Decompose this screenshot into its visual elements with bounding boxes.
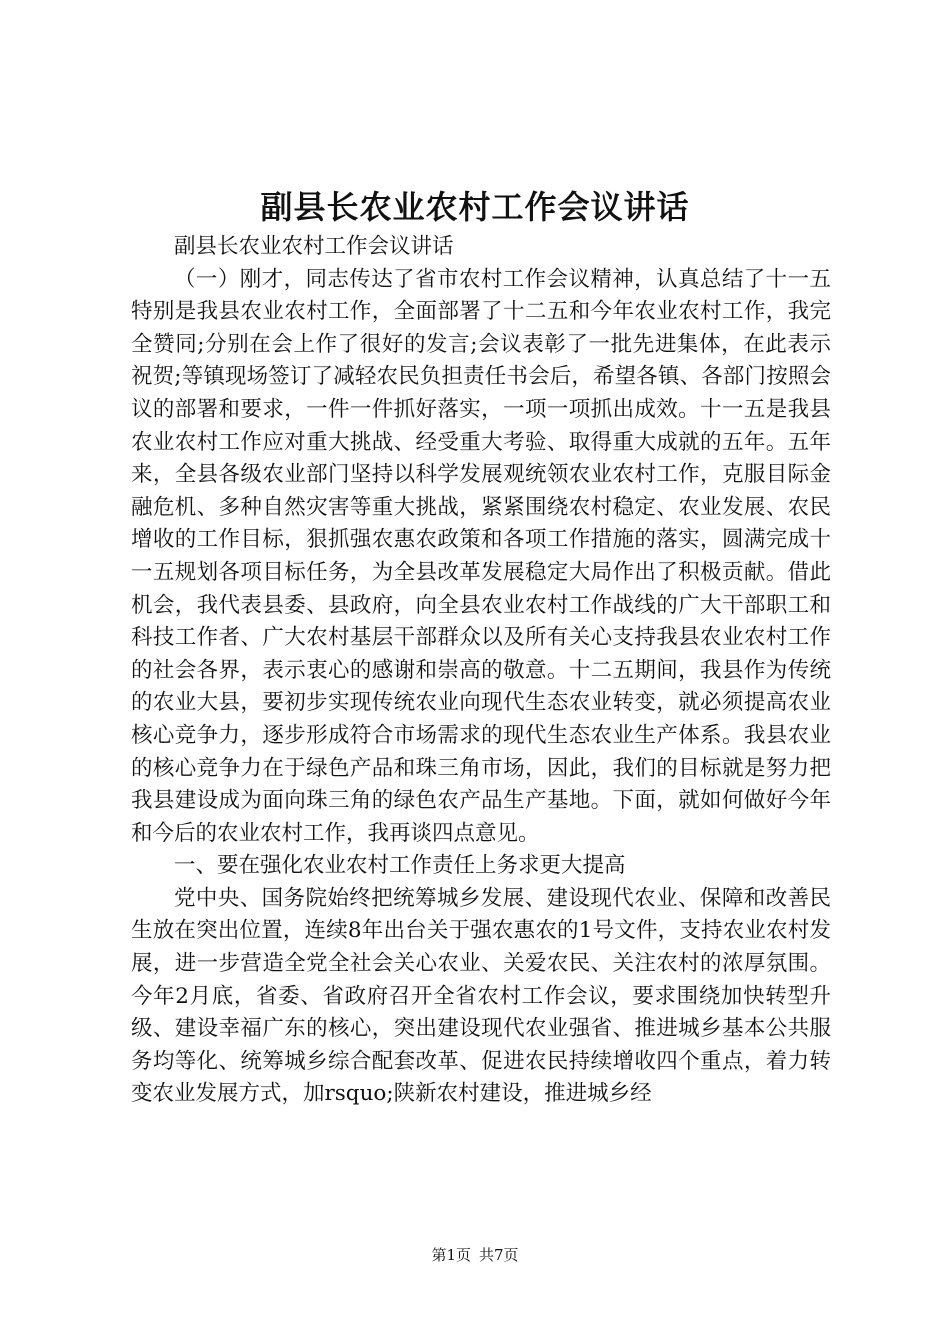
paragraph-subtitle: 副县长农业农村工作会议讲话 (174, 234, 454, 259)
page-number: 第1页 (431, 1246, 471, 1264)
paragraph: （一）刚才，同志传达了省市农村工作会议精神，认真总结了十一五特别是我县农业农村工作，全面部署了十二五和今年农业农村工作，我完全赞同;分别在会上作了很好的发言;会议表彰了一批先进集体，在此表示祝贺;等镇现场签订了减轻农民负担责任书会后，希望各镇、各部门按照会议的部署和要求，一件一件抓好落实，一项一项抓出成效。十一五是我县农业农村工作应对重大挑战、经受重大考验、取得重大成就的五年。五年来，全县各级农业部门坚持以科学发展观统领农业农村工作，克服目际金融危机、多种自然灾害等重大挑战，紧紧围绕农村稳定、农业发展、农民增收的工作目标，狠抓强农惠农政策和各项工作措施的落实，圆满完成十一五规划各项目标任务，为全县改革发展稳定大局作出了积极贡献。借此机会，我代表县委、县政府，向全县农业农村工作战线的广大干部职工和科技工作者、广大农村基层干部群众以及所有关心支持我县农业农村工作的社会各界，表示衷心的感谢和崇高的敬意。十二五期间，我县作为传统的农业大县，要初步实现传统农业向现代生态农业转变，就必须提高农业核心竞争力，逐步形成符合市场需求的现代生态农业生产体系。我县农业的核心竞争力在于绿色产品和珠三角市场，因此，我们的目标就是努力把我县建设成为面向珠三角的绿色农产品生产基地。下面，就如何做好今年和今后的农业农村工作，我再谈四点意见。 (131, 266, 831, 846)
page-total: 共7页 (479, 1246, 519, 1264)
document-title: 副县长农业农村工作会议讲话 (260, 188, 690, 226)
paragraph: 党中央、国务院始终把统筹城乡发展、建设现代农业、保障和改善民生放在突出位置，连续8年出台关于强农惠农的1号文件，支持农业农村发展，进一步营造全党全社会关心农业、关爱农民、关注农村的浓厚氛围。今年2月底，省委、省政府召开全省农村工作会议，要求围绕加快转型升级、建设幸福广东的核心，突出建设现代农业强省、推进城乡基本公共服务均等化、统筹城乡综合配套改革、促进农民持续增收四个重点，着力转变农业发展方式，加rsquo;陕新农村建设，推进城乡经 (131, 885, 831, 1107)
section-heading: 一、要在强化农业农村工作责任上务求更大提高 (174, 853, 626, 879)
document-body (131, 231, 831, 1111)
page-footer (0, 1245, 950, 1265)
